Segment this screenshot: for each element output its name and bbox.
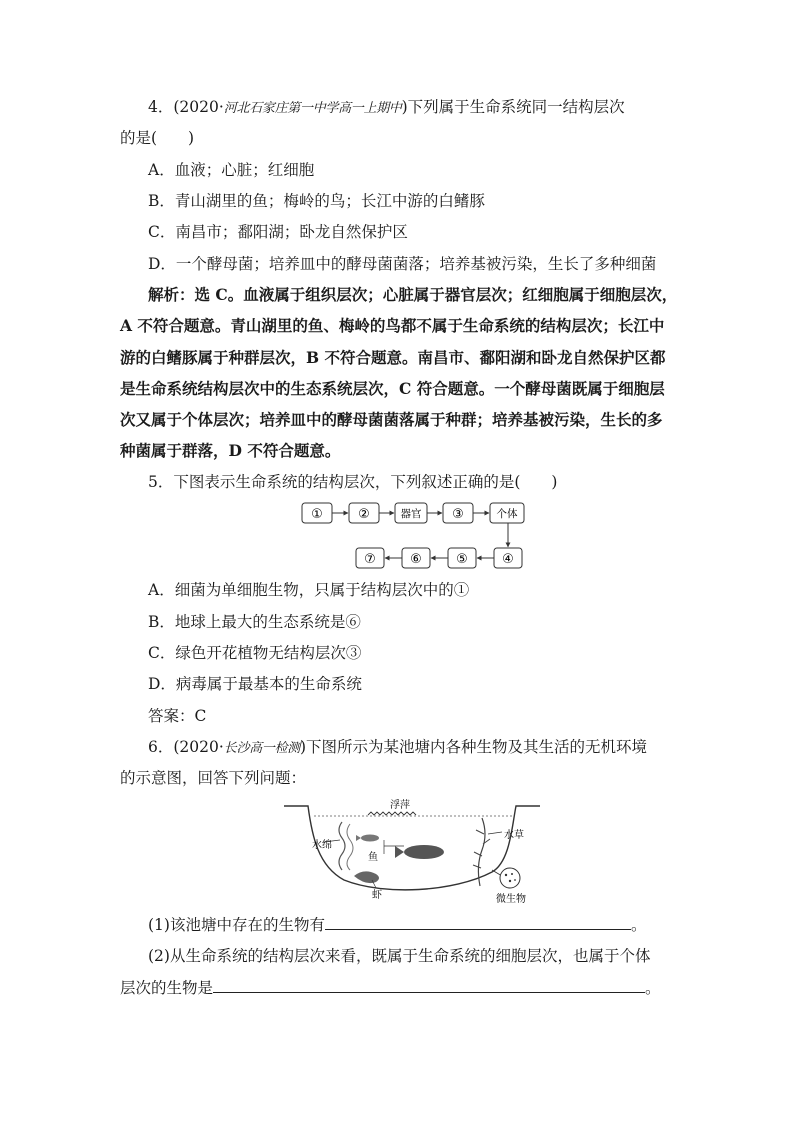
diagram-box-organ <box>395 503 427 523</box>
diagram-label-5: ⑤ <box>456 552 468 567</box>
q6-sub1-text: (1)该池塘中存在的生物有 <box>148 916 325 934</box>
diagram-box-1 <box>302 503 332 523</box>
q6-source: 长沙高一检测 <box>223 741 300 756</box>
q4-analysis-line2: A 不符合题意。青山湖里的鱼、梅岭的鸟都不属于生命系统的结构层次；长江中 <box>120 316 665 335</box>
q5-option-d: D．病毒属于最基本的生命系统 <box>148 675 362 693</box>
q6-number: 6．(2020· <box>148 738 224 756</box>
q6-sub2-text: 层次的生物是 <box>120 979 214 997</box>
diagram-label-1: ① <box>311 507 323 522</box>
q4-stem-line1 <box>148 97 708 119</box>
duckweed-marks <box>368 812 416 815</box>
q6-sub2-line1: (2)从生命系统的结构层次来看，既属于生命系统的细胞层次，也属于个体 <box>148 947 651 965</box>
q5-option-a: A．细菌为单细胞生物，只属于结构层次中的① <box>148 581 470 599</box>
q6-sub2-end: 。 <box>645 979 661 997</box>
q5-answer: 答案：C <box>148 707 207 725</box>
diagram-label-7: ⑦ <box>364 552 376 567</box>
shrimp-drawing <box>354 871 379 883</box>
q4-option-b: B．青山湖里的鱼；梅岭的鸟；长江中游的白鳍豚 <box>148 192 485 210</box>
q6-sub2-blank[interactable] <box>213 978 645 993</box>
q4-analysis-line1: 解析：选 C。血液属于组织层次；心脏属于器官层次；红细胞属于细胞层次， <box>148 285 678 304</box>
diagram-box-6 <box>402 548 430 568</box>
q4-stem-line2: 的是( ) <box>120 129 195 147</box>
q5-option-c: C．绿色开花植物无结构层次③ <box>148 644 362 662</box>
q4-analysis-line3: 游的白鳍豚属于种群层次，B 不符合题意。南昌市、鄱阳湖和卧龙自然保护区都 <box>120 348 666 367</box>
q6-stem-line1 <box>148 737 708 759</box>
big-fish-drawing <box>395 845 444 859</box>
q6-sub2-line2 <box>120 978 700 998</box>
label-microbes: 微生物 <box>496 894 526 905</box>
diagram-label-2: ② <box>358 507 370 522</box>
diagram-box-3 <box>443 503 473 523</box>
diagram-label-6: ⑥ <box>410 552 422 567</box>
q4-source: 河北石家庄第一中学高一上期中 <box>223 101 402 116</box>
pond-figure <box>284 796 540 906</box>
label-shrimp: 虾 <box>372 890 382 901</box>
q6-sub1-blank[interactable] <box>325 915 631 930</box>
q4-analysis-line6: 种菌属于群落，D 不符合题意。 <box>120 441 341 460</box>
q4-stem-text: )下列属于生命系统同一结构层次 <box>401 98 625 116</box>
q4-analysis-line4: 是生命系统结构层次中的生态系统层次，C 符合题意。一个酵母菌既属于细胞层 <box>120 379 665 398</box>
q6-sub1 <box>148 915 708 935</box>
small-fish-drawing <box>356 835 379 842</box>
label-spirogyra: 水绵 <box>312 840 332 851</box>
q5-option-b: B．地球上最大的生态系统是⑥ <box>148 613 361 631</box>
q4-option-d: D．一个酵母菌；培养皿中的酵母菌菌落；培养基被污染，生长了多种细菌 <box>148 255 657 273</box>
label-water-grass: 水草 <box>504 830 524 841</box>
water-grass-drawing <box>473 818 490 886</box>
q6-stem-line2: 的示意图，回答下列问题： <box>120 769 307 787</box>
diagram-label-individual: 个体 <box>496 508 518 520</box>
q4-number: 4．(2020· <box>148 98 224 116</box>
diagram-label-organ: 器官 <box>400 508 422 520</box>
spirogyra-drawing <box>339 822 353 870</box>
diagram-box-individual <box>490 503 524 523</box>
hierarchy-diagram <box>296 500 536 576</box>
diagram-box-4 <box>494 548 522 568</box>
diagram-label-3: ③ <box>452 507 464 522</box>
diagram-box-5 <box>448 548 476 568</box>
label-fish: 鱼 <box>368 852 378 863</box>
diagram-box-2 <box>349 503 379 523</box>
diagram-box-7 <box>356 548 384 568</box>
q4-option-c: C．南昌市；鄱阳湖；卧龙自然保护区 <box>148 223 408 241</box>
q4-analysis-line5: 次又属于个体层次；培养皿中的酵母菌菌落属于种群；培养基被污染，生长的多 <box>120 410 663 429</box>
q6-sub1-end: 。 <box>630 916 647 934</box>
q4-option-a: A．血液；心脏；红细胞 <box>148 161 315 179</box>
microbe-magnifier <box>492 868 520 888</box>
q5-stem: 5．下图表示生命系统的结构层次，下列叙述正确的是( ) <box>148 473 558 491</box>
label-duckweed: 浮萍 <box>390 800 410 811</box>
q6-stem-text: )下图所示为某池塘内各种生物及其生活的无机环境 <box>300 738 648 756</box>
diagram-label-4: ④ <box>502 552 514 567</box>
